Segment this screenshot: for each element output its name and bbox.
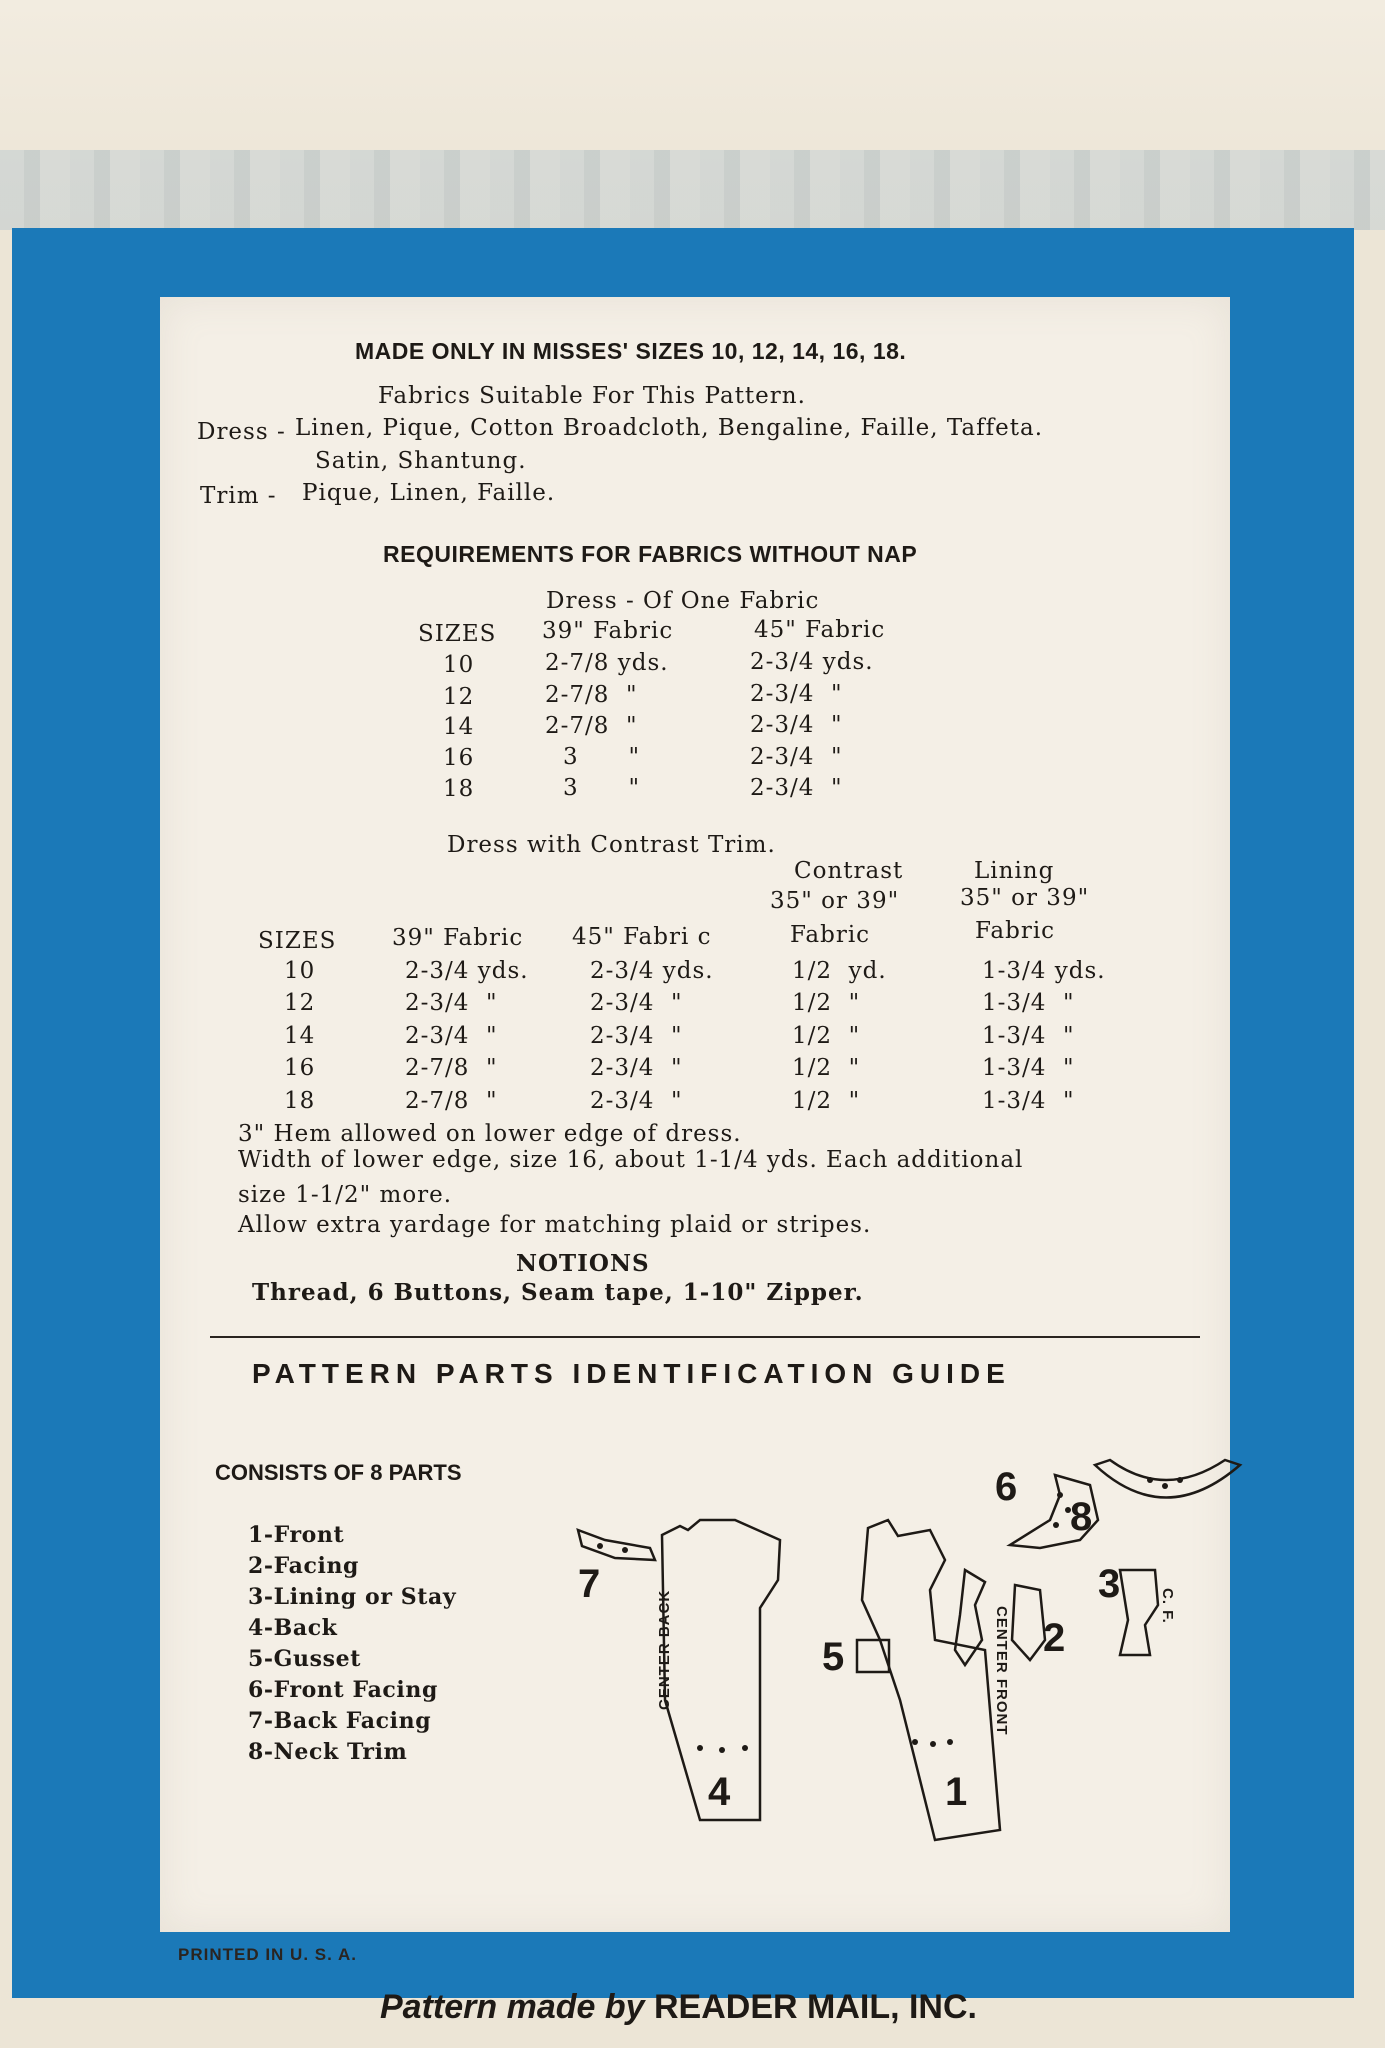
table-cell: 1/2 " bbox=[792, 1088, 861, 1114]
table-cell: 12 bbox=[443, 684, 475, 710]
table-cell: 10 bbox=[284, 958, 316, 984]
table-cell: 1/2 yd. bbox=[792, 958, 887, 984]
table-cell: 1-3/4 yds. bbox=[982, 958, 1106, 984]
sizes-heading: MADE ONLY IN MISSES' SIZES 10, 12, 14, 16, 18. bbox=[355, 338, 907, 364]
button-dot bbox=[1147, 1477, 1153, 1483]
table-cell: 1-3/4 " bbox=[982, 1023, 1075, 1049]
dress-fabrics-line2: Satin, Shantung. bbox=[315, 448, 527, 474]
table-cell: 1/2 " bbox=[792, 1023, 861, 1049]
printed-in-usa: PRINTED IN U. S. A. bbox=[178, 1945, 357, 1964]
list-item: 4-Back bbox=[248, 1615, 338, 1641]
list-item: 5-Gusset bbox=[248, 1646, 361, 1672]
table-cell: 2-3/4 " bbox=[590, 990, 683, 1016]
center-back-label: CENTER BACK bbox=[656, 1589, 673, 1710]
button-dot bbox=[622, 1547, 628, 1553]
note-line: 3" Hem allowed on lower edge of dress. bbox=[238, 1121, 742, 1147]
table-cell: 16 bbox=[443, 745, 475, 771]
notions-title: NOTIONS bbox=[516, 1250, 650, 1277]
group-header: 35" or 39" bbox=[770, 888, 900, 914]
table-cell: 2-3/4 " bbox=[590, 1088, 683, 1114]
part-number-4: 4 bbox=[708, 1770, 731, 1814]
table-cell: 1/2 " bbox=[792, 1055, 861, 1081]
list-item: 3-Lining or Stay bbox=[248, 1584, 457, 1610]
notch-dot bbox=[742, 1745, 748, 1751]
notch-dot bbox=[947, 1739, 953, 1745]
fabrics-title: Fabrics Suitable For This Pattern. bbox=[378, 383, 806, 409]
table-cell: 18 bbox=[284, 1088, 316, 1114]
center-front-label: CENTER FRONT bbox=[993, 1606, 1010, 1736]
table-cell: 18 bbox=[443, 776, 475, 802]
part-number-3: 3 bbox=[1098, 1562, 1121, 1606]
facing-small-outline bbox=[1012, 1585, 1045, 1660]
part-number-8: 8 bbox=[1070, 1495, 1093, 1539]
table-cell: 2-7/8 " bbox=[545, 682, 638, 708]
one-fabric-header: 39" Fabric bbox=[542, 618, 674, 644]
neck-trim-outline bbox=[1095, 1460, 1240, 1498]
contrast-header: 39" Fabric bbox=[392, 925, 524, 951]
note-line: size 1-1/2" more. bbox=[238, 1182, 453, 1208]
table-cell: 2-7/8 " bbox=[405, 1088, 498, 1114]
group-header: 35" or 39" bbox=[960, 885, 1090, 911]
group-header: Lining bbox=[974, 858, 1055, 884]
guide-title: PATTERN PARTS IDENTIFICATION GUIDE bbox=[252, 1358, 1011, 1389]
table-cell: 2-3/4 " bbox=[590, 1023, 683, 1049]
contrast-header: 45" Fabri c bbox=[572, 924, 712, 950]
part-number-2: 2 bbox=[1043, 1616, 1066, 1660]
trim-label: Trim - bbox=[200, 483, 277, 509]
facing-outline bbox=[955, 1570, 985, 1665]
table-cell: 2-3/4 " bbox=[750, 744, 843, 770]
one-fabric-title: Dress - Of One Fabric bbox=[546, 588, 820, 614]
part-number-6: 6 bbox=[995, 1465, 1018, 1509]
table-cell: 2-3/4 yds. bbox=[590, 958, 714, 984]
table-cell: 2-3/4 yds. bbox=[750, 649, 874, 675]
table-cell: 1-3/4 " bbox=[982, 1088, 1075, 1114]
table-cell: 2-3/4 " bbox=[750, 712, 843, 738]
table-cell: 12 bbox=[284, 990, 316, 1016]
requirements-heading: REQUIREMENTS FOR FABRICS WITHOUT NAP bbox=[383, 541, 918, 567]
maker-prefix: Pattern made by bbox=[380, 1988, 645, 2026]
button-dot bbox=[1057, 1492, 1063, 1498]
notch-dot bbox=[719, 1747, 725, 1753]
button-dot bbox=[1177, 1477, 1183, 1483]
contrast-header: SIZES bbox=[258, 928, 337, 954]
table-cell: 2-7/8 " bbox=[405, 1055, 498, 1081]
cf-label: C. F. bbox=[1159, 1588, 1176, 1624]
part-number-5: 5 bbox=[822, 1635, 845, 1679]
contrast-header: Fabric bbox=[790, 922, 871, 948]
table-cell: 1/2 " bbox=[792, 990, 861, 1016]
dress-fabrics-line1: Linen, Pique, Cotton Broadcloth, Bengaline, Faille, Taffeta. bbox=[295, 415, 1044, 441]
group-header: Contrast bbox=[794, 858, 904, 884]
notch-dot bbox=[912, 1739, 918, 1745]
back-facing-outline bbox=[578, 1530, 655, 1560]
list-item: 8-Neck Trim bbox=[248, 1739, 408, 1765]
list-item: 1-Front bbox=[248, 1522, 345, 1548]
consists-label: CONSISTS OF 8 PARTS bbox=[215, 1460, 462, 1485]
note-line: Allow extra yardage for matching plaid or stripes. bbox=[238, 1212, 872, 1238]
table-cell: 10 bbox=[443, 652, 475, 678]
list-item: 2-Facing bbox=[248, 1553, 360, 1579]
list-item: 6-Front Facing bbox=[248, 1677, 438, 1703]
table-cell: 2-3/4 " bbox=[750, 681, 843, 707]
notions-list: Thread, 6 Buttons, Seam tape, 1-10" Zipper. bbox=[252, 1279, 864, 1306]
table-cell: 2-3/4 " bbox=[405, 1023, 498, 1049]
button-dot bbox=[597, 1543, 603, 1549]
maker-line bbox=[380, 1988, 977, 2027]
contrast-header: Fabric bbox=[975, 918, 1056, 944]
table-cell: 14 bbox=[443, 714, 475, 740]
table-cell: 1-3/4 " bbox=[982, 990, 1075, 1016]
dress-label: Dress - bbox=[197, 419, 286, 445]
table-cell: 2-7/8 " bbox=[545, 713, 638, 739]
button-dot bbox=[1162, 1483, 1168, 1489]
contrast-title: Dress with Contrast Trim. bbox=[447, 832, 776, 858]
note-line: Width of lower edge, size 16, about 1-1/4 yds. Each additional bbox=[238, 1147, 1024, 1173]
notch-dot bbox=[697, 1745, 703, 1751]
button-dot bbox=[1053, 1522, 1059, 1528]
notch-dot bbox=[930, 1741, 936, 1747]
one-fabric-header: SIZES bbox=[418, 621, 497, 647]
front-piece-outline bbox=[862, 1520, 1000, 1840]
table-cell: 2-3/4 " bbox=[750, 775, 843, 801]
part-number-1: 1 bbox=[945, 1770, 968, 1814]
table-cell: 14 bbox=[284, 1023, 316, 1049]
one-fabric-header: 45" Fabric bbox=[754, 617, 886, 643]
table-cell: 3 " bbox=[563, 744, 641, 770]
list-item: 7-Back Facing bbox=[248, 1708, 432, 1734]
table-cell: 1-3/4 " bbox=[982, 1055, 1075, 1081]
table-cell: 2-3/4 " bbox=[590, 1055, 683, 1081]
table-cell: 16 bbox=[284, 1055, 316, 1081]
table-cell: 2-3/4 yds. bbox=[405, 958, 529, 984]
part-number-7: 7 bbox=[578, 1562, 601, 1606]
trim-fabrics-line: Pique, Linen, Faille. bbox=[302, 480, 556, 506]
table-cell: 2-3/4 " bbox=[405, 990, 498, 1016]
lining-outline bbox=[1120, 1570, 1158, 1655]
table-cell: 2-7/8 yds. bbox=[545, 650, 669, 676]
maker-name: READER MAIL, INC. bbox=[653, 1988, 977, 2026]
table-cell: 3 " bbox=[563, 775, 641, 801]
